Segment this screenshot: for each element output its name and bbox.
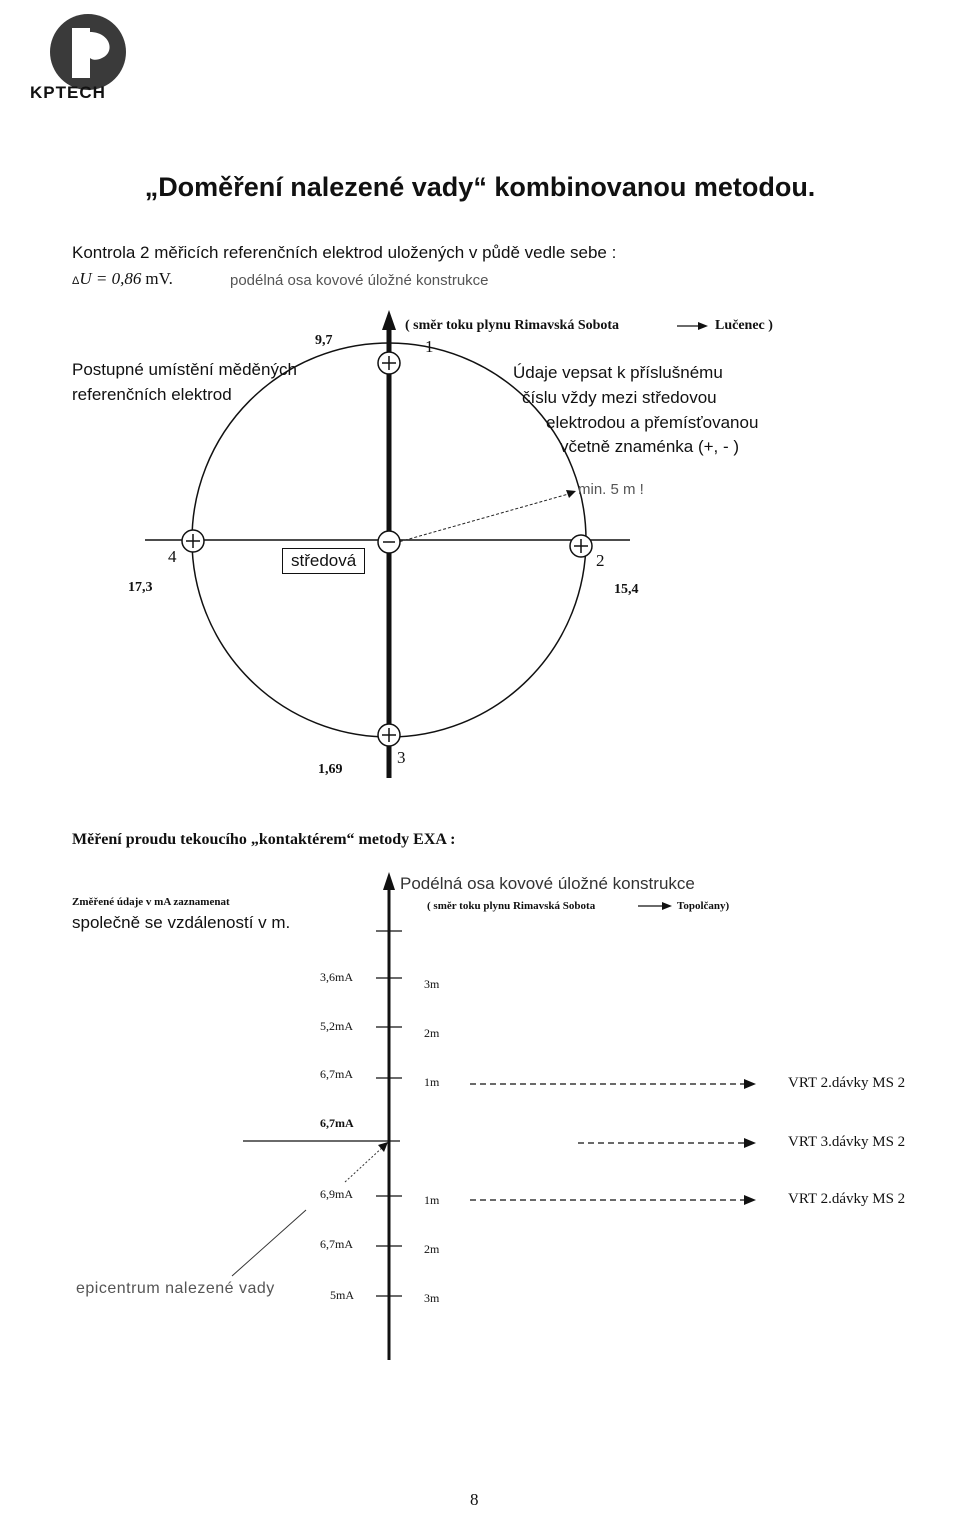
right-note-line-2: číslu vždy mezi středovou (522, 388, 717, 407)
section2-flow-text: ( směr toku plynu Rimavská Sobota (427, 900, 596, 912)
reading-current-6: 6,7mA (320, 1237, 353, 1251)
arrow-head-2 (744, 1138, 756, 1148)
point-3-number: 3 (397, 748, 406, 767)
section2-flow-destination: Topolčany) (677, 900, 730, 912)
point-2-value: 15,4 (614, 582, 639, 597)
reading-distance-2: 2m (424, 1026, 440, 1040)
intro-line-1: Kontrola 2 měřicích referenčních elektrod uložených v půdě vedle sebe : (72, 243, 617, 262)
document-title: „Doměření nalezené vady“ kombinovanou metodou. (144, 172, 816, 202)
section2-left-note-2: společně se vzdáleností v m. (72, 913, 291, 932)
reading-current-1: 3,6mA (320, 970, 353, 984)
right-note-line-3: elektrodou a přemísťovanou (546, 413, 759, 432)
epicenter-arrowhead (378, 1142, 388, 1152)
delta-u: U = 0,86 (79, 269, 142, 288)
flow-arrowhead (698, 322, 708, 330)
epicenter-label: epicentrum nalezené vady (76, 1280, 275, 1297)
arrow-label-2: VRT 3.dávky MS 2 (788, 1134, 906, 1150)
electrode-3-marker (378, 724, 400, 746)
logo-text: KPTECH (30, 83, 106, 102)
arrow-head-1 (744, 1079, 756, 1089)
reading-distance-6: 2m (424, 1242, 440, 1256)
reading-distance-1: 3m (424, 977, 440, 991)
flow-text: ( směr toku plynu Rimavská Sobota (405, 318, 620, 333)
axis-caption: podélná osa kovové úložné konstrukce (230, 272, 489, 289)
min-distance-line (395, 493, 572, 543)
reading-current-7: 5mA (330, 1288, 354, 1302)
arrow-label-1: VRT 2.dávky MS 2 (788, 1075, 906, 1091)
axis-2-arrowhead (383, 872, 395, 890)
epicenter-pointer-1 (232, 1210, 306, 1276)
electrode-1-marker (378, 352, 400, 374)
flow-destination: Lučenec ) (715, 318, 773, 333)
reading-current-3: 6,7mA (320, 1067, 353, 1081)
point-4-number: 4 (168, 547, 177, 566)
delta-unit: mV. (145, 269, 173, 288)
electrode-2-marker (570, 535, 592, 557)
point-1-number: 1 (425, 337, 434, 356)
center-electrode-marker (378, 531, 400, 553)
right-note-line-4: včetně znaménka (+, - ) (560, 437, 740, 456)
reading-current-2: 5,2mA (320, 1019, 353, 1033)
delta-prefix: Δ (72, 275, 80, 287)
section2-left-note-1: Změřené údaje v mA zaznamenat (72, 896, 230, 908)
epicenter-pointer-2 (345, 1146, 384, 1182)
point-2-number: 2 (596, 551, 605, 570)
reading-current-5: 6,9mA (320, 1187, 353, 1201)
electrode-4-marker (182, 530, 204, 552)
min-distance-note: min. 5 m ! (578, 481, 644, 498)
left-label-line-1: Postupné umístění měděných (72, 360, 297, 379)
flow2-arrowhead (662, 902, 672, 910)
pipe-axis-arrowhead (382, 310, 396, 330)
section2-title: Měření proudu tekoucího „kontaktérem“ metody EXA : (72, 831, 456, 848)
section2-axis-label: Podélná osa kovové úložné konstrukce (400, 874, 695, 893)
point-4-value: 17,3 (128, 580, 153, 595)
left-label-line-2: referenčních elektrod (72, 385, 232, 404)
arrow-label-3: VRT 2.dávky MS 2 (788, 1191, 906, 1207)
arrow-head-3 (744, 1195, 756, 1205)
reading-distance-5: 1m (424, 1193, 440, 1207)
min-distance-arrowhead (566, 490, 576, 498)
reading-distance-3: 1m (424, 1075, 440, 1089)
point-3-value: 1,69 (318, 762, 343, 777)
reading-distance-7: 3m (424, 1291, 440, 1305)
center-label: středová (282, 548, 365, 574)
page-number: 8 (470, 1490, 479, 1509)
right-note-line-1: Údaje vepsat k příslušnému (513, 363, 723, 382)
point-1-value: 9,7 (315, 333, 333, 348)
reading-current-4: 6,7mA (320, 1116, 354, 1130)
